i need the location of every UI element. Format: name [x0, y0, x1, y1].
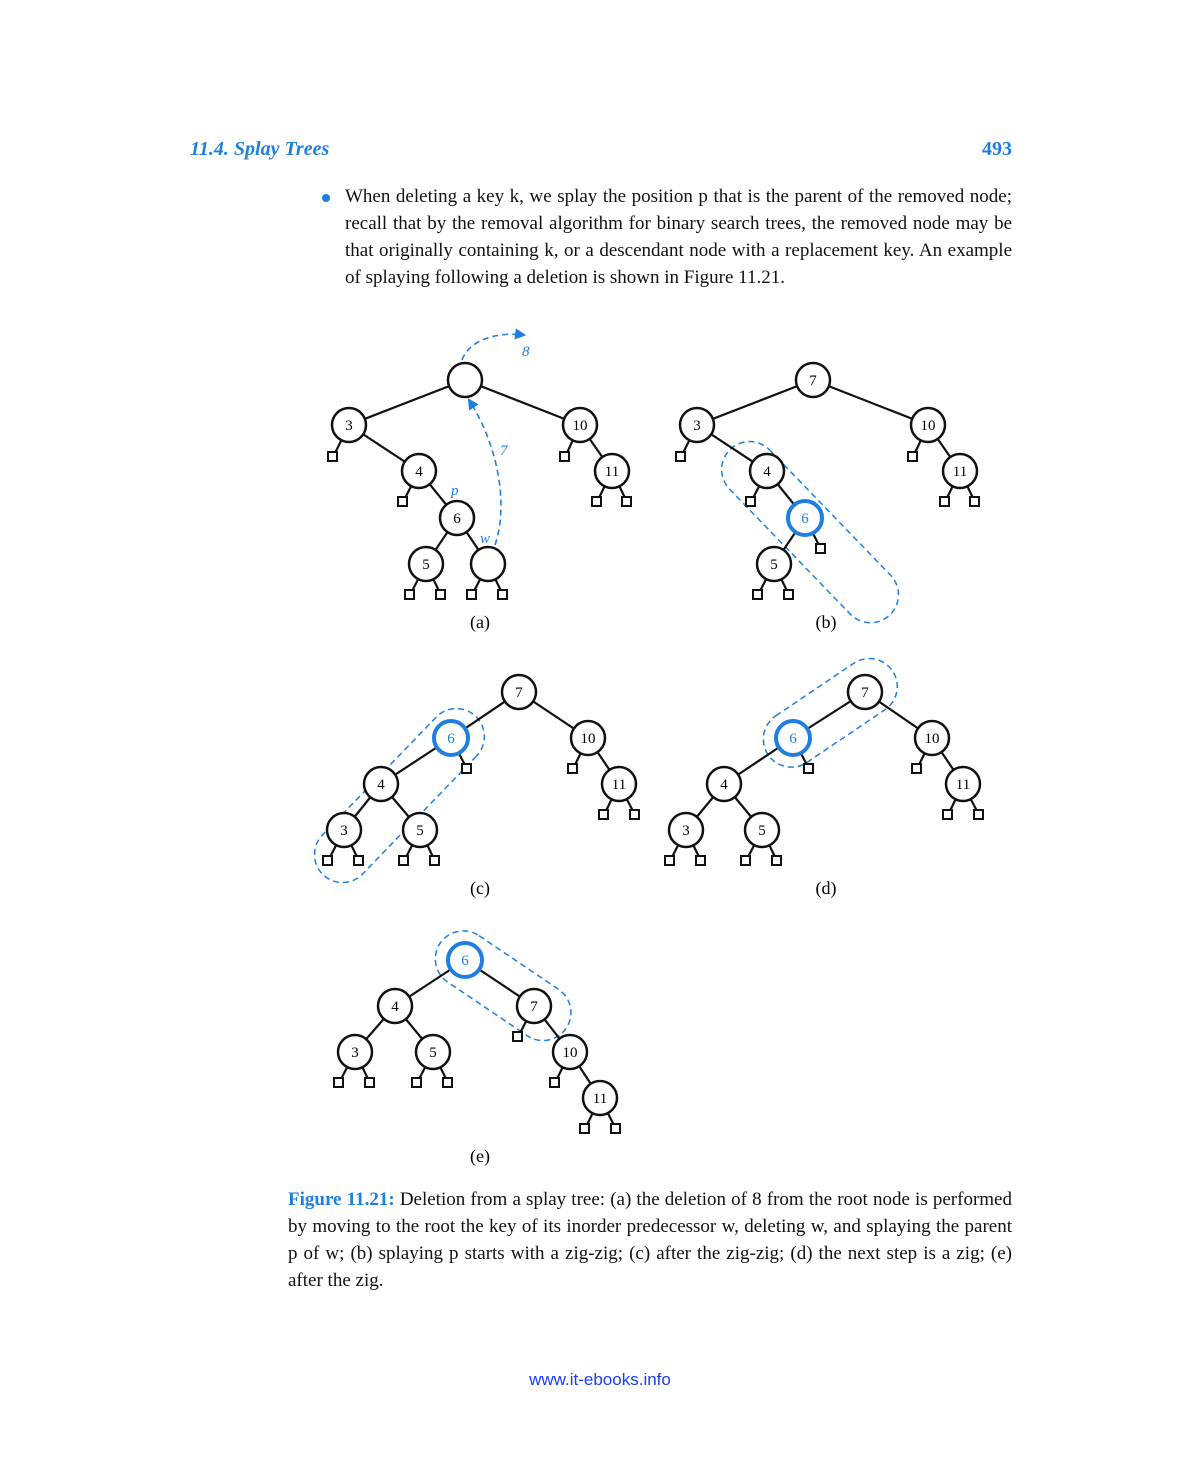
tree-node: [563, 408, 597, 442]
panel-a-nodes: [332, 363, 629, 581]
svg-text:11: 11: [592, 1091, 608, 1107]
svg-text:11: 11: [952, 464, 968, 480]
panel-label-e: (e): [470, 1146, 490, 1166]
svg-text:4: 4: [720, 777, 728, 793]
svg-text:11: 11: [611, 777, 627, 793]
tree-node: [327, 813, 361, 847]
tree-node: [471, 547, 505, 581]
panel-d-nodes: [669, 675, 980, 847]
page-number: 493: [982, 138, 1012, 160]
tree-node-highlighted: [434, 721, 468, 755]
svg-text:4: 4: [415, 464, 423, 480]
tree-node: [757, 547, 791, 581]
tree-node: [553, 1035, 587, 1069]
svg-text:5: 5: [429, 1045, 437, 1061]
svg-text:4: 4: [763, 464, 771, 480]
tree-node: [502, 675, 536, 709]
svg-text:11: 11: [955, 777, 971, 793]
footer-link[interactable]: www.it-ebooks.info: [529, 1370, 671, 1389]
figure-caption: [288, 1186, 1012, 1294]
svg-text:5: 5: [770, 557, 778, 573]
svg-text:3: 3: [340, 823, 348, 839]
tree-node: [745, 813, 779, 847]
panel-c-nodes: [327, 675, 636, 847]
tree-node: [943, 454, 977, 488]
svg-text:10: 10: [924, 731, 940, 747]
tree-node: [602, 767, 636, 801]
svg-text:4: 4: [391, 999, 399, 1015]
tree-node: [517, 989, 551, 1023]
tree-node: [680, 408, 714, 442]
svg-text:7: 7: [809, 373, 817, 389]
tree-node: [707, 767, 741, 801]
svg-text:6: 6: [447, 731, 455, 747]
section-title: 11.4. Splay Trees: [190, 138, 330, 160]
tree-node-highlighted: [776, 721, 810, 755]
svg-text:6: 6: [453, 511, 461, 527]
bullet-text: When deleting a key k, we splay the position p that is the parent of the removed node; recall that by the removal algorithm for binary search trees, the removed node may be that originally containing k, or a descendant node with a replacement key. An example of splaying following a deletion is shown in Figure 11.21.: [345, 186, 1012, 288]
panel-label-d: (d): [815, 878, 837, 898]
panel-d-highlight: [752, 648, 908, 778]
svg-text:10: 10: [562, 1045, 578, 1061]
svg-text:3: 3: [351, 1045, 359, 1061]
svg-text:4: 4: [377, 777, 385, 793]
tree-node: [583, 1081, 617, 1115]
svg-text:5: 5: [758, 823, 766, 839]
svg-text:7: 7: [530, 999, 538, 1015]
tree-node: [338, 1035, 372, 1069]
tree-node: [669, 813, 703, 847]
tree-node: [571, 721, 605, 755]
p-label: p: [451, 483, 459, 499]
caption-text: Deletion from a splay tree: (a) the deletion of 8 from the root node is performed by moving to the root the key of its inorder predecessor w, deleting w, and splaying the parent p of w; (b) splaying p starts with a zig-zig; (c) after the zig-zig; (d) the next step is a zig; (e) after the zig.: [288, 1189, 1012, 1291]
w-label: w: [480, 531, 491, 547]
tree-node: [378, 989, 412, 1023]
caption-label: Figure 11.21:: [288, 1189, 395, 1210]
tree-node: [416, 1035, 450, 1069]
tree-node: [409, 547, 443, 581]
svg-text:3: 3: [693, 418, 701, 434]
svg-text:10: 10: [572, 418, 588, 434]
svg-text:6: 6: [801, 511, 809, 527]
tree-node: [915, 721, 949, 755]
svg-text:10: 10: [920, 418, 936, 434]
svg-text:11: 11: [604, 464, 620, 480]
moved-key-label: 8: [522, 344, 530, 360]
tree-node: [750, 454, 784, 488]
tree-node: [848, 675, 882, 709]
tree-node: [911, 408, 945, 442]
svg-text:6: 6: [461, 953, 469, 969]
svg-text:3: 3: [345, 418, 353, 434]
svg-text:7: 7: [861, 685, 869, 701]
tree-node: [448, 363, 482, 397]
tree-node: [796, 363, 830, 397]
svg-text:6: 6: [789, 731, 797, 747]
svg-text:5: 5: [416, 823, 424, 839]
panel-e-nodes: [338, 943, 617, 1115]
move-arrow-out: [462, 334, 524, 360]
svg-text:7: 7: [515, 685, 523, 701]
panel-label-c: (c): [470, 878, 490, 898]
panel-b-nodes: [680, 363, 977, 581]
svg-text:10: 10: [580, 731, 596, 747]
svg-text:3: 3: [682, 823, 690, 839]
panel-label-b: (b): [815, 612, 837, 632]
tree-node: [364, 767, 398, 801]
svg-text:5: 5: [422, 557, 430, 573]
tree-node: [946, 767, 980, 801]
tree-node: [595, 454, 629, 488]
path-key-label: 7: [500, 443, 508, 459]
tree-node-highlighted: [448, 943, 482, 977]
tree-node: [440, 501, 474, 535]
tree-node: [332, 408, 366, 442]
tree-node: [402, 454, 436, 488]
panel-label-a: (a): [470, 612, 490, 632]
tree-node-highlighted: [788, 501, 822, 535]
tree-node: [403, 813, 437, 847]
